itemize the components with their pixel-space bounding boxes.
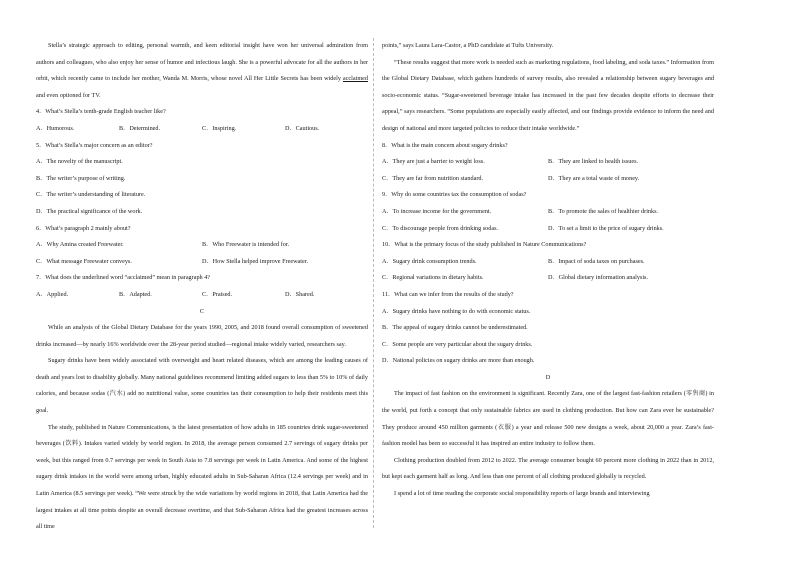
option-a[interactable]: A．To increase income for the government. xyxy=(382,207,492,215)
options-row xyxy=(36,287,368,304)
option-c[interactable]: C．The writer’s understanding of literature. xyxy=(36,191,146,199)
option-c[interactable]: C．They are far from nutrition standard. xyxy=(382,174,484,182)
option-d[interactable]: D．The practical significance of the work. xyxy=(36,207,143,215)
option-b[interactable]: B．They are linked to health issues. xyxy=(548,158,639,166)
options-row xyxy=(36,237,368,254)
question-5 xyxy=(36,138,368,221)
option-b[interactable]: B．Adapted. xyxy=(119,290,152,298)
option-a[interactable]: A．Sugary drink consumption trends. xyxy=(382,257,477,265)
question-stem: 8．What is the main concern about sugary drinks? xyxy=(382,141,508,149)
options-row xyxy=(382,204,714,221)
paragraph-c3-continued: points,” says Laura Lara-Castor, a PhD candidate at Tufts University. xyxy=(382,42,554,49)
option-d[interactable]: D．Global dietary information analysis. xyxy=(548,274,649,282)
question-7 xyxy=(36,270,368,303)
option-b[interactable]: B．Determined. xyxy=(119,124,161,132)
options-row xyxy=(36,187,368,204)
paragraph-c4: “These results suggest that more work is needed such as marketing regulations, food labeling, and soda taxes.” Information from the Global Dietary Database, which gathers hundreds of survey results, also revealed a relationship between sugary beverages and socio-economic status. “Sugar-sweetened beverage intake has increased in the past few decades despite efforts to decrease their appeal,” says researchers. “Some populations are especially easily affected, and our findings provide evidence to inform the need and design of national and more targeted policies to reduce their intake worldwide.” xyxy=(382,58,714,132)
options-row xyxy=(382,221,714,238)
option-d[interactable]: D．How Stella helped improve Freewater. xyxy=(202,257,309,265)
left-column xyxy=(36,38,368,536)
paragraph-c3: The study, published in Nature Communications, is the latest presentation of how adults in 185 countries drink sugar-sweetened beverages (饮料). Intakes varied widely by world region. In 2018, the average person consumed 2.7 servings of sugary drinks per week, but this ranged from 0.7 servings per week in South Asia to 7.8 servings per week in Latin America. And some of the highest sugary drink intakes in the world were among urban, highly educated adults in Sub-Saharan Africa (12.4 servings per week) and in Latin America (8.5 servings per week). “We were struck by the wide variations by world regions in 2018, that Latin America had the largest intakes at all time points despite an overall decrease overtime, and that Sub-Saharan Africa had the greatest increases across all time xyxy=(36,423,368,531)
question-stem: 4．What’s Stella’s tenth-grade English teacher like? xyxy=(36,108,166,116)
paragraph-text: Stella’s strategic approach to editing, personal warmth, and keen editorial insight have won her universal admiration from authors and colleagues, who also enjoy her sense of humor and infectious laugh. She is a powerful advocate for all the authors in her orbit, which recently came to include her mother, Wanda M. Morris, whose novel All Her Little Secrets has been widely xyxy=(36,42,368,83)
option-a[interactable]: A．Why Amina created Freewater. xyxy=(36,241,124,249)
option-c[interactable]: C．To discourage people from drinking sodas. xyxy=(382,224,499,232)
option-a[interactable]: A．Humorous. xyxy=(36,124,75,132)
options-row xyxy=(382,353,714,370)
options-row xyxy=(382,320,714,337)
paragraph-stella xyxy=(36,38,368,104)
question-6 xyxy=(36,221,368,271)
option-d[interactable]: D．To set a limit to the price of sugary drinks. xyxy=(548,224,664,232)
option-d[interactable]: D．They are a total waste of money. xyxy=(548,174,640,182)
options-row xyxy=(36,154,368,171)
question-11 xyxy=(382,287,714,370)
options-row xyxy=(36,171,368,188)
question-4 xyxy=(36,104,368,137)
question-stem: 5．What’s Stella’s major concern as an editor? xyxy=(36,141,153,149)
option-a[interactable]: A．Applied. xyxy=(36,290,69,298)
paragraph-c1: While an analysis of the Global Dietary Database for the years 1990, 2005, and 2018 found overall consumption of sweetened drinks increased—by nearly 16% worldwide over the 28-year period studied—regional intake widely varied, researchers say. xyxy=(36,324,368,348)
option-b[interactable]: B．Impact of soda taxes on purchases. xyxy=(548,257,645,265)
option-a[interactable]: A．The novelty of the manuscript. xyxy=(36,158,123,166)
underlined-word: acclaimed xyxy=(342,75,368,83)
options-row xyxy=(382,304,714,321)
option-c[interactable]: C．Some people are very particular about the sugary drinks. xyxy=(382,340,533,348)
section-heading-c: C xyxy=(199,307,205,315)
question-stem: 9．Why do some countries tax the consumption of sodas? xyxy=(382,191,527,199)
question-9 xyxy=(382,187,714,237)
right-column xyxy=(382,38,714,503)
options-row xyxy=(382,171,714,188)
option-b[interactable]: B．To promote the sales of healthier drinks. xyxy=(548,207,659,215)
options-row xyxy=(382,254,714,271)
option-c[interactable]: C．Regional variations in dietary habits. xyxy=(382,274,484,282)
options-row xyxy=(382,270,714,287)
options-row xyxy=(382,337,714,354)
paragraph-d1: The impact of fast fashion on the environment is significant. Recently Zara, one of the largest fast-fashion retailers (零售商) in the world, put forth a concept that only sustainable fabrics are used in clothing production. But how can Zara ever be sustainable? They produce around 450 million garments (衣服) a year and release 500 new designs a week, about 20,000 a year. Zara’s fast-fashion model has been so successful it has inspired an entire industry to follow them. xyxy=(382,390,714,448)
option-c[interactable]: C．Inspiring. xyxy=(202,124,237,132)
question-8 xyxy=(382,138,714,188)
option-b[interactable]: B．Who Freewater is intended for. xyxy=(202,241,290,249)
question-stem: 6．What’s paragraph 2 mainly about? xyxy=(36,224,131,232)
option-c[interactable]: C．What message Freewater conveys. xyxy=(36,257,132,265)
options-row xyxy=(382,154,714,171)
option-b[interactable]: B．The appeal of sugary drinks cannot be underestimated. xyxy=(382,324,528,332)
paragraph-text: and even optioned for TV. xyxy=(36,91,101,99)
question-10 xyxy=(382,237,714,287)
paragraph-d3: I spend a lot of time reading the corporate social responsibility reports of large brands and interviewing xyxy=(394,490,650,498)
option-b[interactable]: B．The writer’s purpose of writing. xyxy=(36,174,126,182)
option-d[interactable]: D．Cautious. xyxy=(285,124,320,132)
paragraph-d2: Clothing production doubled from 2012 to 2022. The average consumer bought 60 percent more clothing in 2022 than in 2012, but kept each garment half as long. And less than one percent of all clothing produced globally is recycled. xyxy=(382,456,714,481)
options-row xyxy=(36,121,368,138)
options-row xyxy=(36,204,368,221)
option-d[interactable]: D．National policies on sugary drinks are more than enough. xyxy=(382,357,535,365)
question-stem: 11．What can we infer from the results of the study? xyxy=(382,290,514,298)
option-a[interactable]: A．Sugary drinks have nothing to do with economic status. xyxy=(382,307,531,315)
question-stem: 10．What is the primary focus of the study published in Nature Communications? xyxy=(382,241,587,249)
options-row xyxy=(36,254,368,271)
question-stem: 7．What does the underlined word “acclaimed” mean in paragraph 4? xyxy=(36,274,211,282)
option-d[interactable]: D．Shared. xyxy=(285,290,315,298)
option-c[interactable]: C．Praised. xyxy=(202,290,233,298)
option-a[interactable]: A．They are just a barrier to weight loss. xyxy=(382,158,485,166)
section-heading-d: D xyxy=(545,373,551,381)
paragraph-c2: Sugary drinks have been widely associated with overweight and heart related diseases, which are among the leading causes of death and years lost to disability globally. Many national guidelines recommend limiting added sugars to less than 5% to 10% of daily calories, and because sodas (汽水) add no nutritional value, some countries tax their consumption to help their residents meet this goal. xyxy=(36,357,368,415)
column-divider xyxy=(373,38,374,528)
